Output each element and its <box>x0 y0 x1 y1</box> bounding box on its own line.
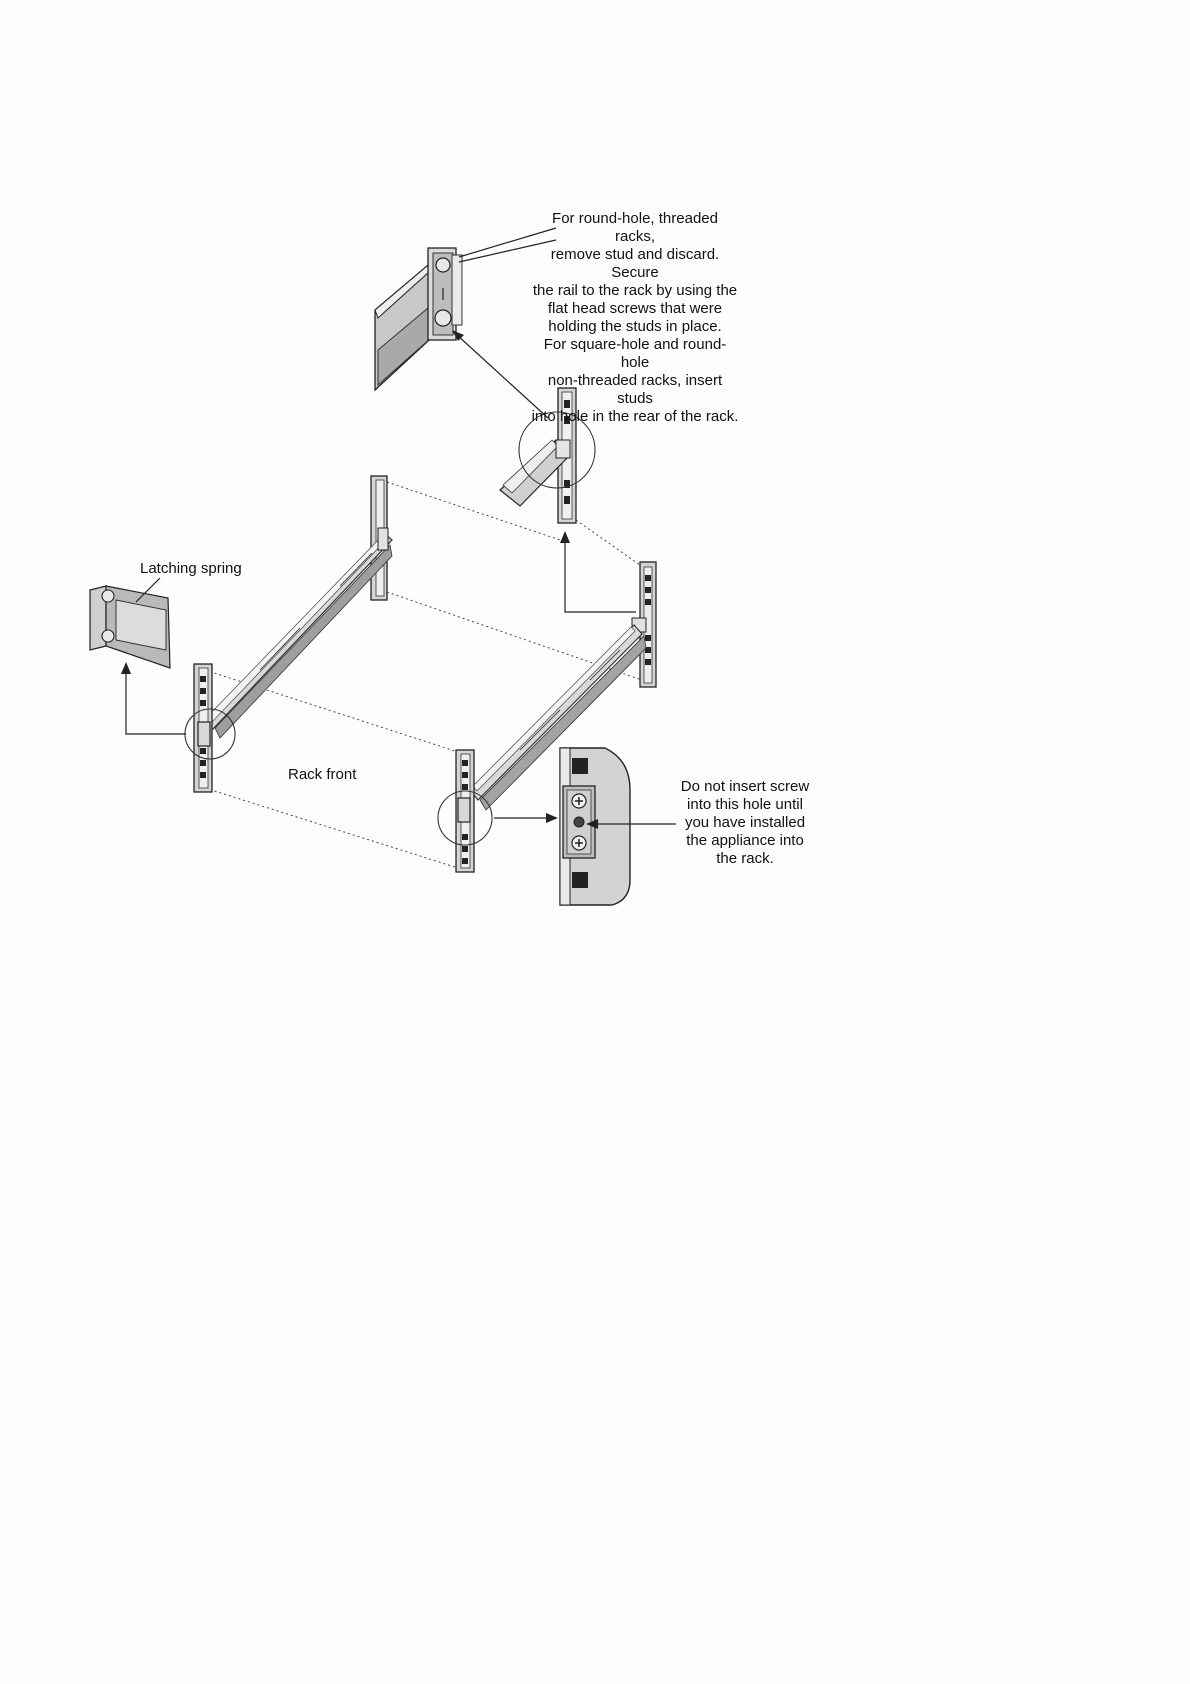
rear-note-label: For round-hole, threaded racks, remove stud and discard. Secure the rail to the rack by using the flat head screws that were holding the studs in place. For square-hole and round-hole non-threaded racks, insert studs into hole in the rear of the rack. <box>531 210 739 425</box>
latch-detail-arrow <box>121 662 186 734</box>
screw-detail-arrow <box>494 813 558 823</box>
upper-screw-icon <box>572 794 586 808</box>
lower-screw-icon <box>572 836 586 850</box>
right-rear-post <box>632 562 656 687</box>
latching-spring-detail <box>90 578 170 668</box>
empty-screw-hole <box>574 817 584 827</box>
front-right-post <box>438 750 492 872</box>
rear-post-arrow <box>560 531 636 612</box>
rear-bracket-detail <box>375 248 462 390</box>
latching-spring-label: Latching spring <box>140 560 242 577</box>
screw-note-label: Do not insert screw into this hole until you have installed the appliance into the rack. <box>680 778 810 867</box>
rack-front-label: Rack front <box>288 766 357 783</box>
